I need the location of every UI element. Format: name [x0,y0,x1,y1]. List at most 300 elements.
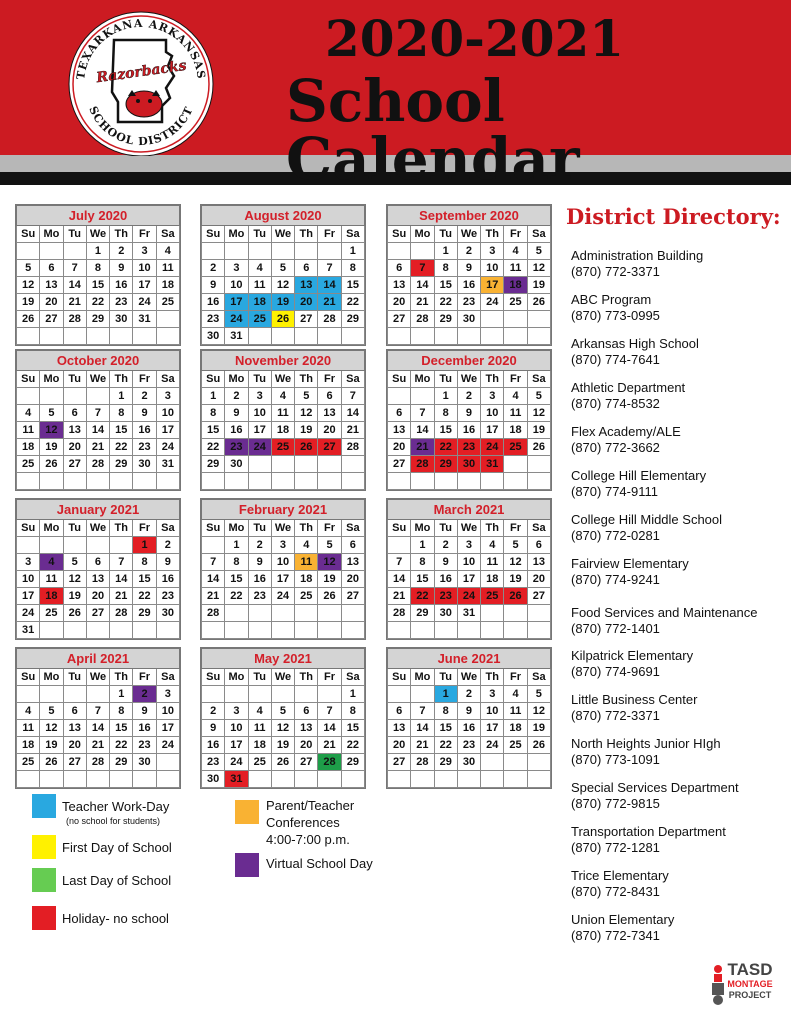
day-cell: 7 [341,388,364,405]
legend-conferences-line2: Conferences [266,815,340,830]
empty-cell [295,605,318,622]
empty-cell [504,622,527,639]
day-cell: 20 [527,571,550,588]
day-cell: 6 [40,260,63,277]
day-cell: 16 [225,422,248,439]
day-cell: 29 [341,311,364,328]
day-cell: 23 [156,588,179,605]
directory-entry [571,605,757,637]
month-title: September 2020 [388,206,551,226]
directory-entry-name: Food Services and Maintenance [571,605,758,620]
empty-cell [63,243,86,260]
day-cell: 8 [110,703,133,720]
month-calendar [386,349,552,491]
day-cell: 16 [156,571,179,588]
empty-cell [295,771,318,788]
day-cell: 15 [202,422,225,439]
month-calendar [200,349,366,491]
day-cell: 11 [504,260,527,277]
day-cell: 14 [388,571,411,588]
day-cell: 20 [341,571,364,588]
day-cell: 17 [156,422,179,439]
day-cell: 16 [133,720,156,737]
weekday-header: Tu [434,371,457,388]
directory-entry-phone: (870) 774-7641 [571,352,660,367]
day-cell: 11 [156,260,179,277]
directory-entry [571,468,706,500]
legend-note-teacher-work-day: (no school for students) [66,816,161,826]
day-cell: 19 [318,571,341,588]
day-cell: 19 [17,294,40,311]
empty-cell [504,605,527,622]
day-cell: 25 [248,311,271,328]
weekday-header: Sa [156,669,179,686]
day-cell: 23 [248,588,271,605]
month-title: July 2020 [17,206,180,226]
day-cell: 14 [202,571,225,588]
day-cell: 24 [481,737,504,754]
empty-cell [271,456,294,473]
day-cell: 28 [202,605,225,622]
directory-entry [571,736,721,768]
empty-cell [341,473,364,490]
empty-cell [271,473,294,490]
day-cell: 8 [434,260,457,277]
empty-cell [133,771,156,788]
day-cell: 15 [341,720,364,737]
day-cell: 25 [17,456,40,473]
directory-entry [571,336,699,368]
day-cell: 27 [318,439,341,456]
empty-cell [481,311,504,328]
day-cell: 24 [156,439,179,456]
day-cell: 25 [504,737,527,754]
day-cell: 15 [434,720,457,737]
day-cell: 13 [527,554,550,571]
legend-conferences-line3: 4:00-7:00 p.m. [266,832,350,847]
day-cell: 13 [295,277,318,294]
weekday-header: We [86,371,109,388]
day-cell: 17 [133,277,156,294]
day-cell: 6 [388,405,411,422]
day-cell: 2 [457,388,480,405]
day-cell: 1 [133,537,156,554]
day-cell: 9 [133,703,156,720]
day-cell: 10 [481,260,504,277]
day-cell: 21 [318,294,341,311]
day-cell: 16 [457,277,480,294]
day-cell: 30 [156,605,179,622]
weekday-header: Mo [225,520,248,537]
day-cell: 18 [481,571,504,588]
day-cell: 28 [411,456,434,473]
day-cell: 4 [481,537,504,554]
day-cell: 16 [202,737,225,754]
day-cell: 31 [225,328,248,345]
day-cell: 25 [481,588,504,605]
empty-cell [110,771,133,788]
day-cell: 24 [225,311,248,328]
day-cell: 12 [17,277,40,294]
weekday-header: Sa [156,371,179,388]
weekday-header: Th [110,520,133,537]
empty-cell [248,243,271,260]
weekday-header: Su [202,226,225,243]
weekday-header: Tu [63,226,86,243]
day-cell: 12 [527,260,550,277]
day-cell: 1 [434,686,457,703]
day-cell: 6 [63,703,86,720]
empty-cell [388,473,411,490]
directory-entry-name: Little Business Center [571,692,698,707]
day-cell: 3 [225,260,248,277]
weekday-header: Su [388,669,411,686]
day-cell: 6 [63,405,86,422]
weekday-header: Mo [225,226,248,243]
empty-cell [17,328,40,345]
svg-text:Razorbacks: Razorbacks [95,57,188,87]
empty-cell [225,473,248,490]
day-cell: 23 [457,737,480,754]
weekday-header: Su [202,520,225,537]
day-cell: 22 [341,737,364,754]
day-cell: 3 [133,243,156,260]
day-cell: 10 [481,703,504,720]
day-cell: 9 [202,720,225,737]
weekday-header: Sa [156,520,179,537]
directory-entry-phone: (870) 772-9815 [571,796,660,811]
empty-cell [388,686,411,703]
day-cell: 31 [17,622,40,639]
empty-cell [202,622,225,639]
weekday-header: Tu [434,669,457,686]
day-cell: 7 [411,405,434,422]
day-cell: 21 [318,737,341,754]
directory-entry [571,424,681,456]
day-cell: 27 [86,605,109,622]
day-cell: 26 [271,754,294,771]
title-year: 2020-2021 [325,9,625,68]
day-cell: 13 [63,422,86,439]
legend-swatch-last-day [32,868,56,892]
weekday-header: Fr [318,669,341,686]
day-cell: 25 [248,754,271,771]
day-cell: 6 [295,260,318,277]
empty-cell [40,686,63,703]
weekday-header: Th [295,669,318,686]
day-cell: 21 [63,294,86,311]
weekday-header: Tu [434,520,457,537]
day-cell: 25 [17,754,40,771]
day-cell: 5 [318,537,341,554]
weekday-header: Mo [411,520,434,537]
day-cell: 11 [248,720,271,737]
day-cell: 3 [17,554,40,571]
empty-cell [481,328,504,345]
day-cell: 4 [295,537,318,554]
empty-cell [156,754,179,771]
day-cell: 4 [248,260,271,277]
weekday-header: Th [110,226,133,243]
empty-cell [110,328,133,345]
day-cell: 14 [110,571,133,588]
legend-label-holiday: Holiday- no school [62,911,169,926]
day-cell: 1 [225,537,248,554]
day-cell: 11 [271,405,294,422]
empty-cell [40,388,63,405]
day-cell: 28 [318,311,341,328]
month-calendar [200,647,366,789]
day-cell: 29 [411,605,434,622]
day-cell: 15 [86,277,109,294]
weekday-header: Mo [225,669,248,686]
day-cell: 30 [225,456,248,473]
day-cell: 15 [133,571,156,588]
legend-swatch-teacher-work-day [32,794,56,818]
day-cell: 22 [110,737,133,754]
day-cell: 17 [156,720,179,737]
day-cell: 5 [63,554,86,571]
weekday-header: Fr [133,226,156,243]
day-cell: 23 [225,439,248,456]
day-cell: 25 [271,439,294,456]
day-cell: 20 [318,422,341,439]
legend-label-conferences [266,797,354,848]
weekday-header: Fr [504,520,527,537]
weekday-header: We [271,520,294,537]
day-cell: 7 [411,703,434,720]
weekday-header: Sa [341,226,364,243]
day-cell: 5 [527,686,550,703]
day-cell: 9 [110,260,133,277]
legend-label-teacher-work-day: Teacher Work-Day [62,799,170,814]
empty-cell [225,605,248,622]
empty-cell [63,328,86,345]
day-cell: 19 [40,737,63,754]
weekday-header: Su [388,226,411,243]
empty-cell [86,328,109,345]
day-cell: 17 [271,571,294,588]
day-cell: 10 [156,405,179,422]
directory-entry-phone: (870) 774-9241 [571,572,660,587]
directory-entry [571,912,674,944]
empty-cell [481,473,504,490]
day-cell: 31 [481,456,504,473]
day-cell: 27 [341,588,364,605]
weekday-header: We [271,371,294,388]
day-cell: 19 [271,737,294,754]
day-cell: 29 [434,456,457,473]
directory-entry [571,292,660,324]
empty-cell [63,537,86,554]
day-cell: 20 [295,294,318,311]
day-cell: 31 [133,311,156,328]
weekday-header: Fr [504,371,527,388]
empty-cell [110,622,133,639]
day-cell: 6 [86,554,109,571]
svg-text:TEXARKANA ARKANSAS: TEXARKANA ARKANSAS [74,16,208,81]
weekday-header: Su [388,371,411,388]
day-cell: 22 [133,588,156,605]
empty-cell [481,771,504,788]
day-cell: 1 [411,537,434,554]
day-cell: 14 [411,422,434,439]
weekday-header: Th [481,226,504,243]
day-cell: 26 [17,311,40,328]
weekday-header: We [86,669,109,686]
directory-entry-phone: (870) 772-3662 [571,440,660,455]
day-cell: 12 [40,720,63,737]
day-cell: 21 [86,737,109,754]
day-cell: 11 [481,554,504,571]
empty-cell [156,473,179,490]
directory-entry-phone: (870) 772-8431 [571,884,660,899]
day-cell: 12 [63,571,86,588]
weekday-header: Mo [225,371,248,388]
empty-cell [504,328,527,345]
weekday-header: Sa [341,371,364,388]
day-cell: 14 [341,405,364,422]
empty-cell [86,537,109,554]
month-title: February 2021 [202,500,365,520]
directory-entry-name: College Hill Middle School [571,512,723,527]
day-cell: 21 [411,294,434,311]
day-cell: 15 [434,277,457,294]
day-cell: 8 [434,703,457,720]
day-cell: 19 [527,277,550,294]
day-cell: 8 [434,405,457,422]
day-cell: 12 [318,554,341,571]
day-cell: 19 [295,422,318,439]
day-cell: 25 [504,439,527,456]
day-cell: 18 [17,439,40,456]
empty-cell [504,473,527,490]
day-cell: 24 [17,605,40,622]
weekday-header: Fr [504,226,527,243]
day-cell: 3 [156,686,179,703]
day-cell: 30 [202,328,225,345]
day-cell: 21 [388,588,411,605]
day-cell: 23 [434,588,457,605]
directory-entry-phone: (870) 772-3371 [571,708,660,723]
directory-entry [571,824,726,856]
day-cell: 9 [248,554,271,571]
day-cell: 25 [40,605,63,622]
empty-cell [40,328,63,345]
empty-cell [318,473,341,490]
empty-cell [527,622,550,639]
weekday-header: Th [110,669,133,686]
empty-cell [17,473,40,490]
directory-entry-name: Athletic Department [571,380,686,395]
empty-cell [481,605,504,622]
empty-cell [411,771,434,788]
day-cell: 4 [248,703,271,720]
directory-entry-name: ABC Program [571,292,652,307]
day-cell: 24 [271,588,294,605]
empty-cell [63,771,86,788]
svg-text:PROJECT: PROJECT [728,990,772,1000]
legend-label-first-day: First Day of School [62,840,172,855]
directory-entry [571,868,669,900]
day-cell: 15 [341,277,364,294]
svg-text:SCHOOL DISTRICT: SCHOOL DISTRICT [86,104,196,149]
day-cell: 19 [271,294,294,311]
empty-cell [341,328,364,345]
weekday-header: Th [481,371,504,388]
day-cell: 27 [527,588,550,605]
day-cell: 1 [434,388,457,405]
day-cell: 16 [457,720,480,737]
day-cell: 3 [481,686,504,703]
day-cell: 14 [86,720,109,737]
day-cell: 3 [248,388,271,405]
day-cell: 24 [225,754,248,771]
day-cell: 26 [271,311,294,328]
empty-cell [248,686,271,703]
empty-cell [202,243,225,260]
weekday-header: Fr [318,520,341,537]
weekday-header: We [457,520,480,537]
day-cell: 19 [527,422,550,439]
day-cell: 2 [457,243,480,260]
day-cell: 26 [318,588,341,605]
empty-cell [271,328,294,345]
directory-entry-name: Fairview Elementary [571,556,689,571]
day-cell: 5 [504,537,527,554]
day-cell: 2 [133,388,156,405]
day-cell: 22 [202,439,225,456]
day-cell: 11 [504,405,527,422]
day-cell: 18 [40,588,63,605]
day-cell: 8 [341,703,364,720]
day-cell: 30 [434,605,457,622]
weekday-header: Mo [40,520,63,537]
empty-cell [388,243,411,260]
day-cell: 19 [504,571,527,588]
empty-cell [17,771,40,788]
directory-entry-name: Administration Building [571,248,704,263]
empty-cell [411,243,434,260]
day-cell: 2 [133,686,156,703]
day-cell: 7 [86,703,109,720]
day-cell: 15 [225,571,248,588]
day-cell: 27 [40,311,63,328]
empty-cell [411,328,434,345]
day-cell: 12 [527,703,550,720]
month-calendar [386,498,552,640]
empty-cell [318,622,341,639]
empty-cell [225,622,248,639]
weekday-header: Sa [341,669,364,686]
day-cell: 10 [156,703,179,720]
empty-cell [295,473,318,490]
day-cell: 23 [133,439,156,456]
day-cell: 27 [295,754,318,771]
day-cell: 31 [225,771,248,788]
day-cell: 10 [481,405,504,422]
day-cell: 6 [318,388,341,405]
day-cell: 7 [388,554,411,571]
day-cell: 18 [504,720,527,737]
day-cell: 5 [271,260,294,277]
day-cell: 26 [40,754,63,771]
weekday-header: Su [17,371,40,388]
day-cell: 16 [434,571,457,588]
directory-entry [571,648,693,680]
day-cell: 20 [388,294,411,311]
month-title: April 2021 [17,649,180,669]
